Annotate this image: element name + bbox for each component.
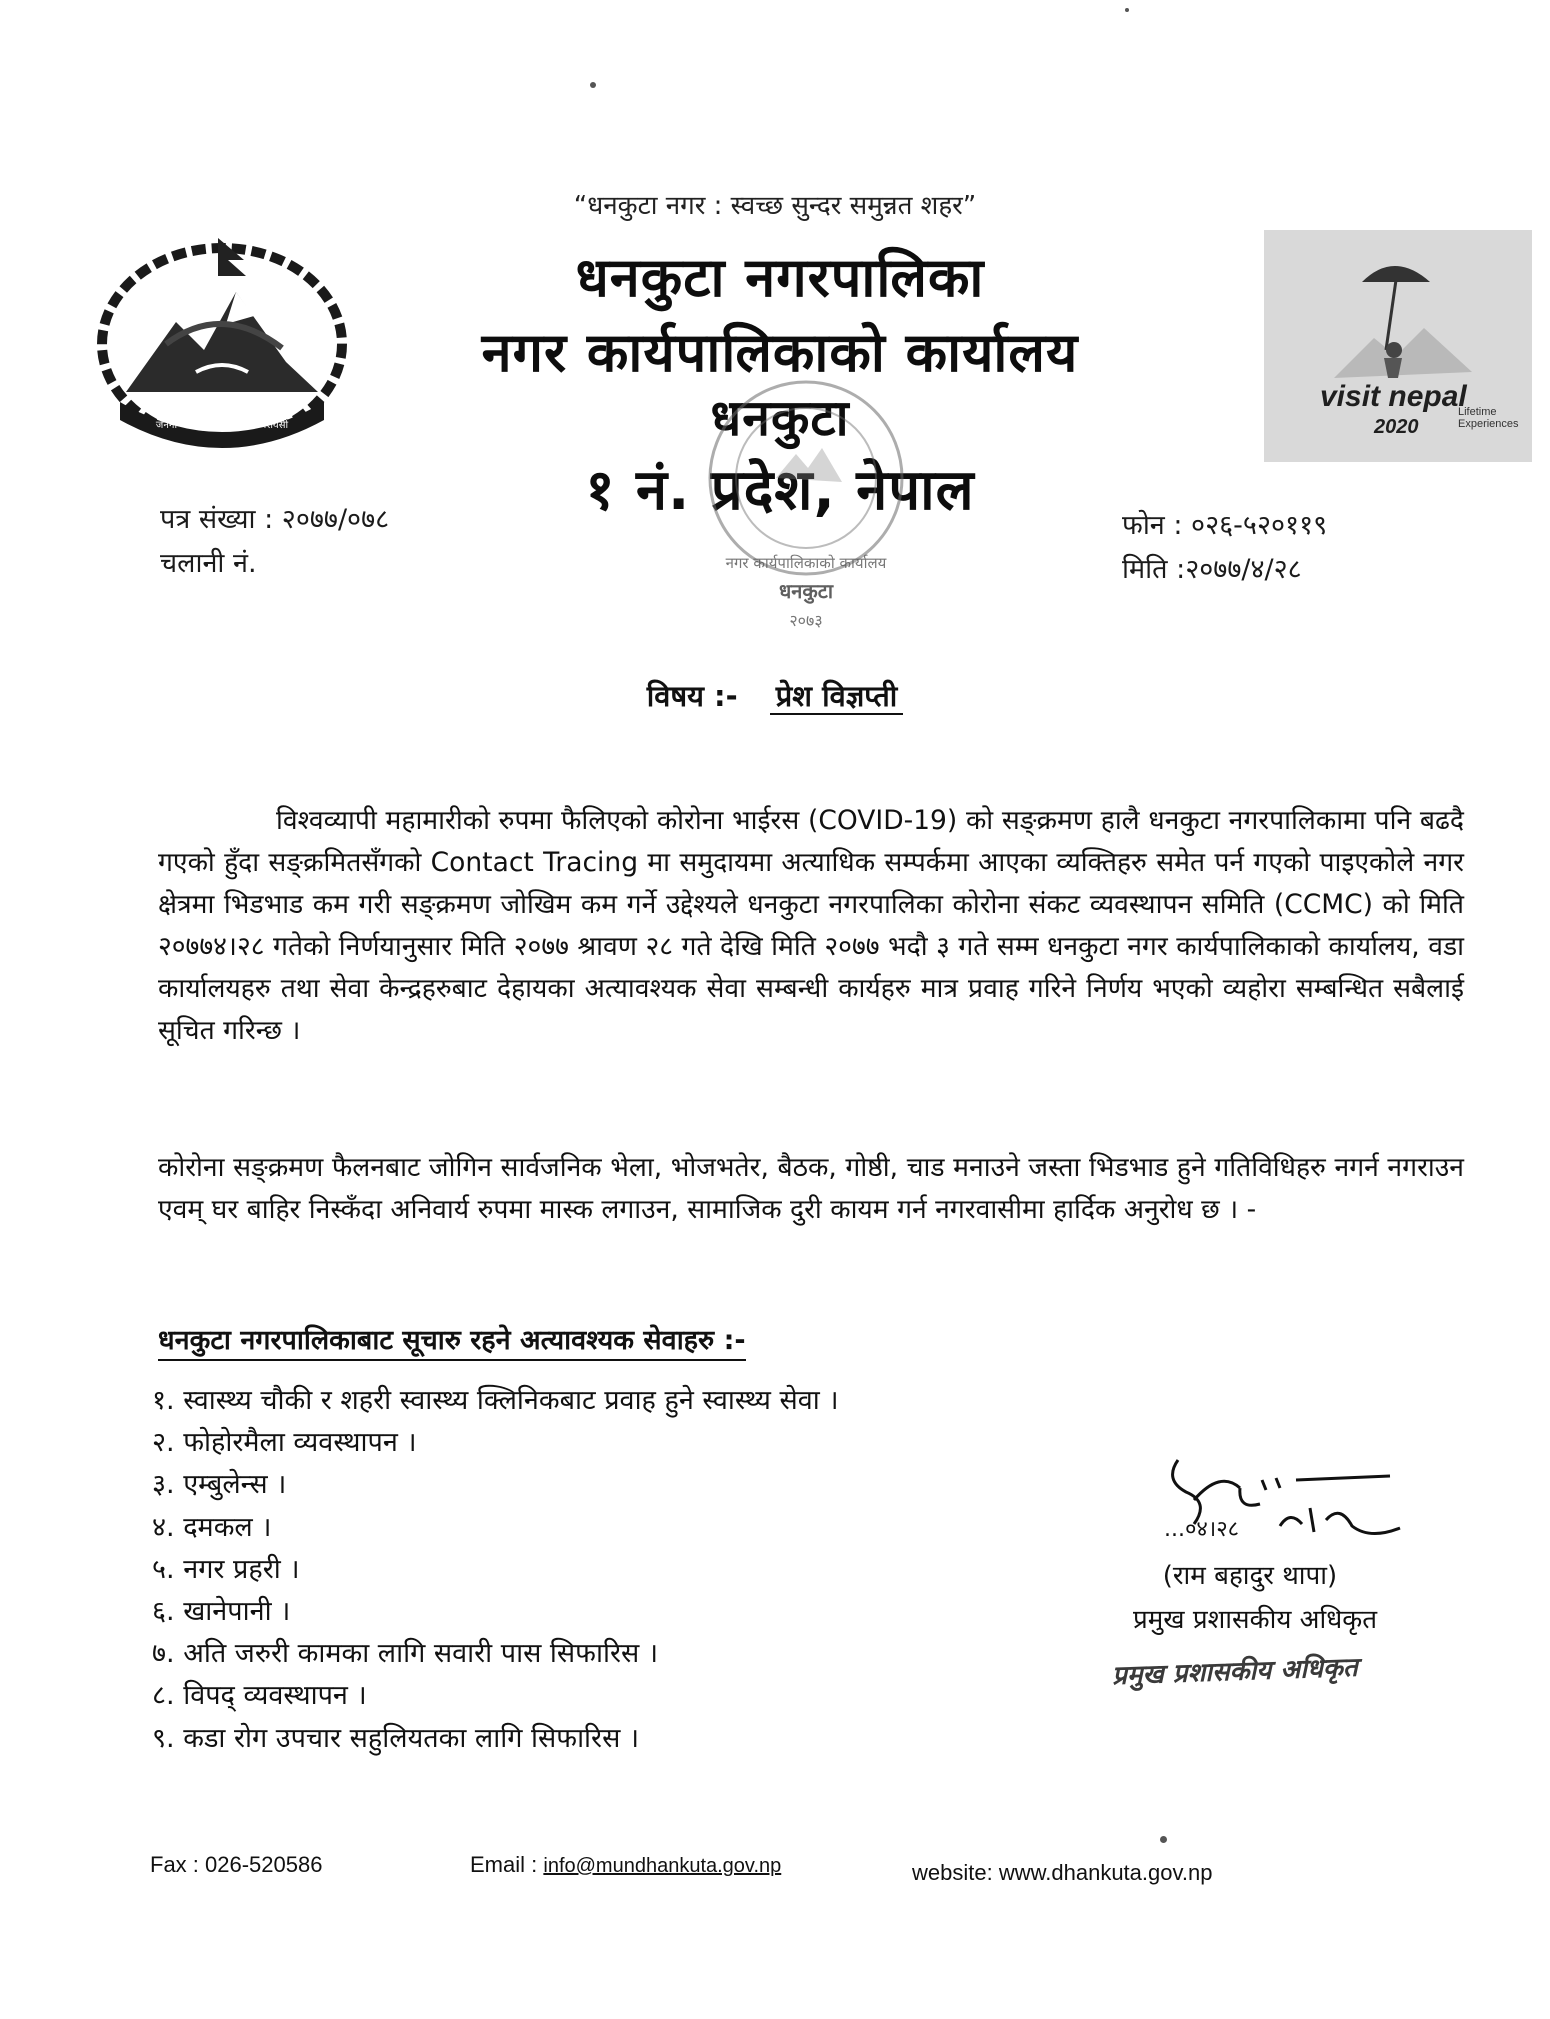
subject-label: विषय :- (646, 679, 738, 713)
subject-value: प्रेश विज्ञप्ती (770, 679, 904, 715)
notice-paragraph-2: कोरोना सङ्क्रमण फैलनबाट जोगिन सार्वजनिक भेला, भोजभतेर, बैठक, गोष्ठी, चाड मनाउने जस्ता भिडभाड हुने गतिविधिहरु नगर्न नगराउन एवम् घर बाहिर निस्कँदा अनिवार्य रुपमा मास्क लगाउन, सामाजिक दुरी कायम गर्न नगरवासीमा हार्दिक अनुरोध छ । - (158, 1152, 1464, 1225)
services-list (152, 1380, 839, 1760)
notice-paragraph-1: विश्वव्यापी महामारीको रुपमा फैलिएको कोरोना भाईरस (COVID-19) को सङ्क्रमण हालै धनकुटा नगरपालिकामा पनि बढदै गएको हुँदा सङ्क्रमितसँगको Contact Tracing मा समुदायमा अत्याधिक सम्पर्कमा आएका व्यक्तिहरु समेत पर्न गएको पाइएकोले नगर क्षेत्रमा भिडभाड कम गरी सङ्क्रमण जोखिम कम गर्ने उद्देश्यले धनकुटा नगरपालिका कोरोना संकट व्यवस्थापन समिति (CCMC) को मिति २०७७४।२८ गतेको निर्णयानुसार मिति २०७७ श्रावण २८ गते देखि मिति २०७७ भदौ ३ गते सम्म धनकुटा नगर कार्यपालिकाको कार्यालय, वडा कार्यालयहरु तथा सेवा केन्द्रहरुबाट देहायका अत्यावश्यक सेवा सम्बन्धी कार्यहरु मात्र प्रवाह गरिने निर्णय भएको व्यहोरा सम्बन्धित सबैलाई सूचित गरिन्छ । (158, 805, 1464, 1046)
district-name: धनकुटा (710, 389, 850, 447)
signatory-title: प्रमुख प्रशासकीय अधिकृत (1132, 1605, 1378, 1635)
services-heading: धनकुटा नगरपालिकाबाट सूचारु रहने अत्यावश्यक सेवाहरु :- (158, 1320, 746, 1361)
email-label: Email : (470, 1852, 538, 1877)
list-item: ७. अति जरुरी कामका लागि सवारी पास सिफारिस । (152, 1638, 659, 1670)
slogan: “धनकुटा नगर : स्वच्छ सुन्दर समुन्नत शहर” (573, 191, 977, 221)
footer-email (470, 1852, 781, 1878)
email-link[interactable]: info@mundhankuta.gov.np (543, 1855, 782, 1877)
signature-date: ...०४।२८ (1164, 1517, 1240, 1542)
province-name: १ नं. प्रदेश, नेपाल (585, 458, 975, 523)
letter-number: पत्र संख्या : २०७७/०७८ (160, 504, 390, 535)
footer-fax: Fax : 026-520586 (150, 1852, 323, 1877)
dispatch-number: चलानी नं. (160, 548, 257, 579)
scan-speck (1125, 8, 1129, 12)
visit-nepal-tagline: Lifetime Experiences (1458, 406, 1519, 430)
visit-nepal-logo (1264, 230, 1532, 462)
phone-number: फोन : ०२६-५२०११९ (1122, 510, 1328, 541)
signatory-name: (राम बहादुर थापा) (1162, 1561, 1338, 1591)
handwritten-signature (1090, 1440, 1410, 1560)
letter-meta-right (1122, 504, 1327, 592)
subject-line (0, 676, 1550, 715)
letter-date: मिति :२०७७/४/२८ (1122, 554, 1302, 585)
seal-text-district: धनकुटा (778, 579, 834, 603)
office-seal-stamp (686, 358, 926, 644)
visit-nepal-year: 2020 (1374, 416, 1419, 438)
designation-stamp: प्रमुख प्रशासकीय अधिकृत (1111, 1652, 1359, 1692)
municipality-name: धनकुटा नगरपालिका (575, 246, 985, 309)
list-item: १. स्वास्थ्य चौकी र शहरी स्वास्थ्य क्लिनिकबाट प्रवाह हुने स्वास्थ्य सेवा । (152, 1385, 839, 1416)
list-item: ८. विपद् व्यवस्थापन । (152, 1680, 367, 1712)
list-item: ५. नगर प्रहरी । (152, 1553, 300, 1585)
scan-speck (1160, 1836, 1167, 1843)
footer-website[interactable]: website: www.dhankuta.gov.np (912, 1860, 1213, 1885)
seal-text-year: २०७३ (789, 611, 823, 630)
seal-text-office: नगर कार्यपालिकाको कार्यालय (725, 554, 887, 572)
emblem-caption: जननी जन्मभूमिश्च स्वर्गादपि गरीयसी (155, 420, 289, 431)
list-item: ९. कडा रोग उपचार सहुलियतका लागि सिफारिस । (152, 1722, 640, 1754)
list-item: ३. एम्बुलेन्स । (152, 1469, 287, 1501)
list-item: ६. खानेपानी । (152, 1596, 291, 1628)
letter-meta-left (160, 498, 389, 586)
visit-nepal-wordmark: visit nepal (1320, 380, 1467, 413)
scan-speck (590, 82, 596, 88)
list-item: २. फोहोरमैला व्यवस्थापन । (152, 1427, 417, 1459)
nepal-emblem-logo (86, 232, 358, 454)
office-name: नगर कार्यपालिकाको कार्यालय (481, 321, 1079, 384)
list-item: ४. दमकल । (152, 1511, 272, 1543)
